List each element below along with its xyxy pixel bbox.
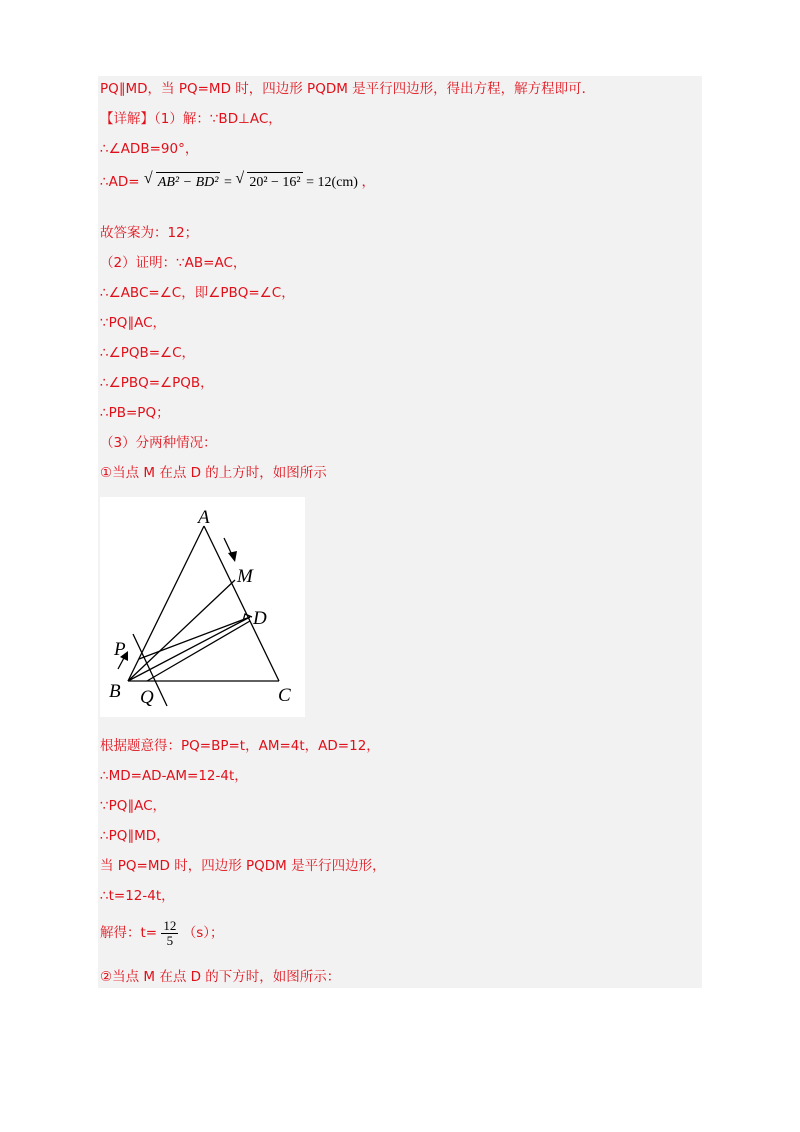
solution-suffix: （s）；: [182, 925, 224, 941]
formula-prefix: ∴AD=: [100, 174, 140, 190]
formula-line: [100, 172, 375, 192]
segment-BM: [128, 580, 235, 681]
formula: [143, 170, 362, 190]
text-line-11: ∴PB=PQ；: [100, 405, 170, 421]
text-line-8: ∵PQ∥AC，: [100, 315, 167, 331]
formula-result: = 12(cm): [306, 175, 358, 190]
side-AB: [128, 526, 204, 681]
label-B: B: [109, 681, 121, 702]
arrow-M: [224, 538, 237, 562]
text-line-2: 【详解】（1）解：∵BD⊥AC，: [100, 111, 282, 127]
text-line-18: 当 PQ=MD 时，四边形 PQDM 是平行四边形，: [100, 858, 386, 874]
triangle-figure: [100, 497, 305, 717]
equals-1: =: [223, 175, 232, 190]
fraction-denominator: 5: [166, 932, 174, 948]
text-line-5: 故答案为：12；: [100, 225, 199, 241]
solution-prefix: 解得：t=: [100, 925, 158, 941]
text-line-1: PQ∥MD，当 PQ=MD 时，四边形 PQDM 是平行四边形，得出方程，解方程即可．: [100, 81, 596, 97]
solution-line: [100, 916, 224, 950]
label-P: P: [114, 639, 126, 660]
text-line-10: ∴∠PBQ=∠PQB，: [100, 375, 214, 391]
sqrt-2: √ 20² − 16²: [235, 170, 301, 190]
label-Q: Q: [140, 687, 154, 708]
text-line-7: ∴∠ABC=∠C，即∠PBQ=∠C，: [100, 285, 295, 301]
text-line-13: ①当点 M 在点 D 的上方时，如图所示: [100, 465, 327, 481]
text-line-17: ∴PQ∥MD，: [100, 828, 170, 844]
text-line-6: （2）证明：∵AB=AC，: [100, 255, 247, 271]
formula-tail: ，: [361, 174, 375, 190]
text-line-3: ∴∠ADB=90°，: [100, 141, 199, 157]
sqrt-1: √ AB² − BD²: [143, 170, 219, 190]
label-C: C: [278, 685, 291, 706]
triangle-diagram: [100, 497, 305, 717]
text-line-12: （3）分两种情况：: [100, 435, 217, 451]
text-line-14: 根据题意得：PQ=BP=t，AM=4t，AD=12，: [100, 738, 380, 754]
label-A: A: [198, 507, 210, 528]
text-line-16: ∵PQ∥AC，: [100, 798, 167, 814]
text-line-15: ∴MD=AD-AM=12-4t，: [100, 768, 248, 784]
text-line-9: ∴∠PQB=∠C，: [100, 345, 196, 361]
label-D: D: [253, 608, 267, 629]
text-line-19: ∴t=12-4t，: [100, 888, 175, 904]
fraction-12-over-5: [161, 919, 178, 948]
segment-QD: [147, 621, 250, 681]
text-line-21: ②当点 M 在点 D 的下方时，如图所示：: [100, 969, 341, 985]
side-AC: [204, 526, 279, 681]
label-M: M: [237, 566, 253, 587]
segment-BD: [128, 617, 250, 681]
fraction-numerator: 12: [163, 917, 177, 933]
